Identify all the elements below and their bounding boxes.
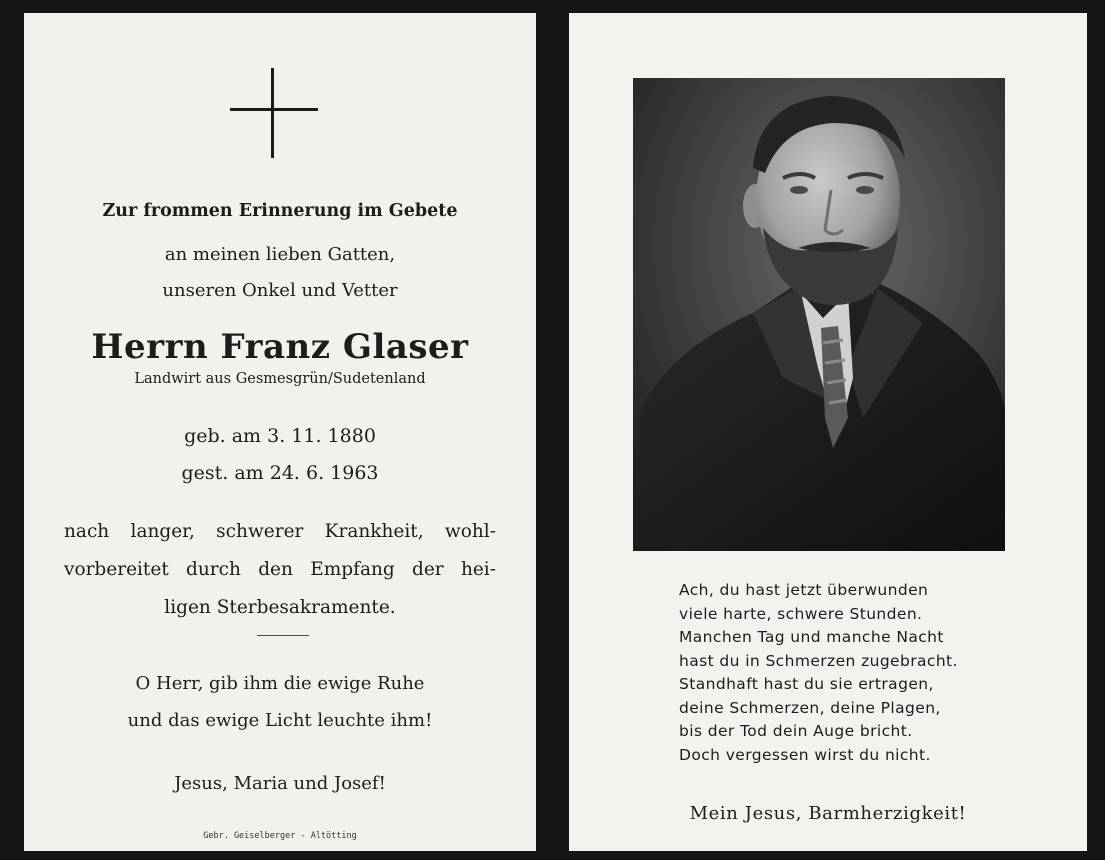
prayer-line-2: und das ewige Licht leuchte ihm! bbox=[127, 710, 433, 731]
prayer-line-1: O Herr, gib ihm die ewige Ruhe bbox=[135, 673, 425, 694]
relation-line: unseren Onkel und Vetter bbox=[162, 280, 398, 301]
eye-left bbox=[790, 186, 808, 194]
memorial-heading: Zur frommen Erinnerung im Gebete bbox=[102, 201, 458, 221]
word: hei- bbox=[460, 559, 496, 580]
portrait-photo bbox=[633, 78, 1005, 551]
word: ligen Sterbesakramente. bbox=[164, 597, 396, 618]
poem bbox=[679, 579, 958, 767]
word: den bbox=[258, 559, 293, 580]
poem-line: hast du in Schmerzen zugebracht. bbox=[679, 651, 958, 670]
word: der bbox=[412, 559, 444, 580]
poem-line: Standhaft hast du sie ertragen, bbox=[679, 675, 934, 693]
deceased-name: Herrn Franz Glaser bbox=[91, 327, 469, 367]
birth-value: 3. 11. 1880 bbox=[267, 425, 376, 447]
poem-line: Manchen Tag und manche Nacht bbox=[679, 628, 944, 646]
death-date bbox=[24, 462, 536, 484]
printer-credit: Gebr. Geiselberger - Altötting bbox=[203, 831, 357, 841]
illness-paragraph bbox=[64, 513, 496, 627]
word: schwerer bbox=[216, 521, 304, 542]
death-value: 24. 6. 1963 bbox=[269, 462, 379, 484]
cross-icon-bar bbox=[230, 108, 318, 111]
word: nach bbox=[64, 521, 110, 542]
word: langer, bbox=[130, 521, 195, 542]
death-label: gest. am bbox=[181, 462, 264, 484]
paragraph-line bbox=[64, 589, 496, 627]
word: vorbereitet bbox=[64, 559, 169, 580]
birth-date bbox=[24, 425, 536, 447]
invocation: Jesus, Maria und Josef! bbox=[174, 773, 386, 794]
poem-line: viele harte, schwere Stunden. bbox=[679, 604, 923, 623]
poem-line: deine Schmerzen, deine Plagen, bbox=[679, 698, 941, 717]
text-card bbox=[24, 13, 536, 851]
birth-label: geb. am bbox=[184, 425, 262, 447]
poem-line: bis der Tod dein Auge bricht. bbox=[679, 722, 913, 740]
word: wohl- bbox=[444, 521, 496, 542]
paragraph-line bbox=[64, 551, 496, 589]
eye-right bbox=[856, 186, 874, 194]
paragraph-line bbox=[64, 513, 496, 551]
closing-prayer: Mein Jesus, Barmherzigkeit! bbox=[689, 803, 967, 824]
word: Empfang bbox=[310, 559, 395, 580]
dedication-line: an meinen lieben Gatten, bbox=[164, 244, 396, 265]
cross-icon bbox=[271, 68, 274, 158]
photo-card bbox=[569, 13, 1087, 851]
word: Krankheit, bbox=[324, 521, 424, 542]
divider-rule bbox=[257, 635, 309, 636]
word: durch bbox=[186, 559, 241, 580]
poem-line: Ach, du hast jetzt überwunden bbox=[679, 581, 929, 599]
occupation-line: Landwirt aus Gesmesgrün/Sudetenland bbox=[134, 371, 426, 387]
poem-line: Doch vergessen wirst du nicht. bbox=[679, 745, 931, 764]
